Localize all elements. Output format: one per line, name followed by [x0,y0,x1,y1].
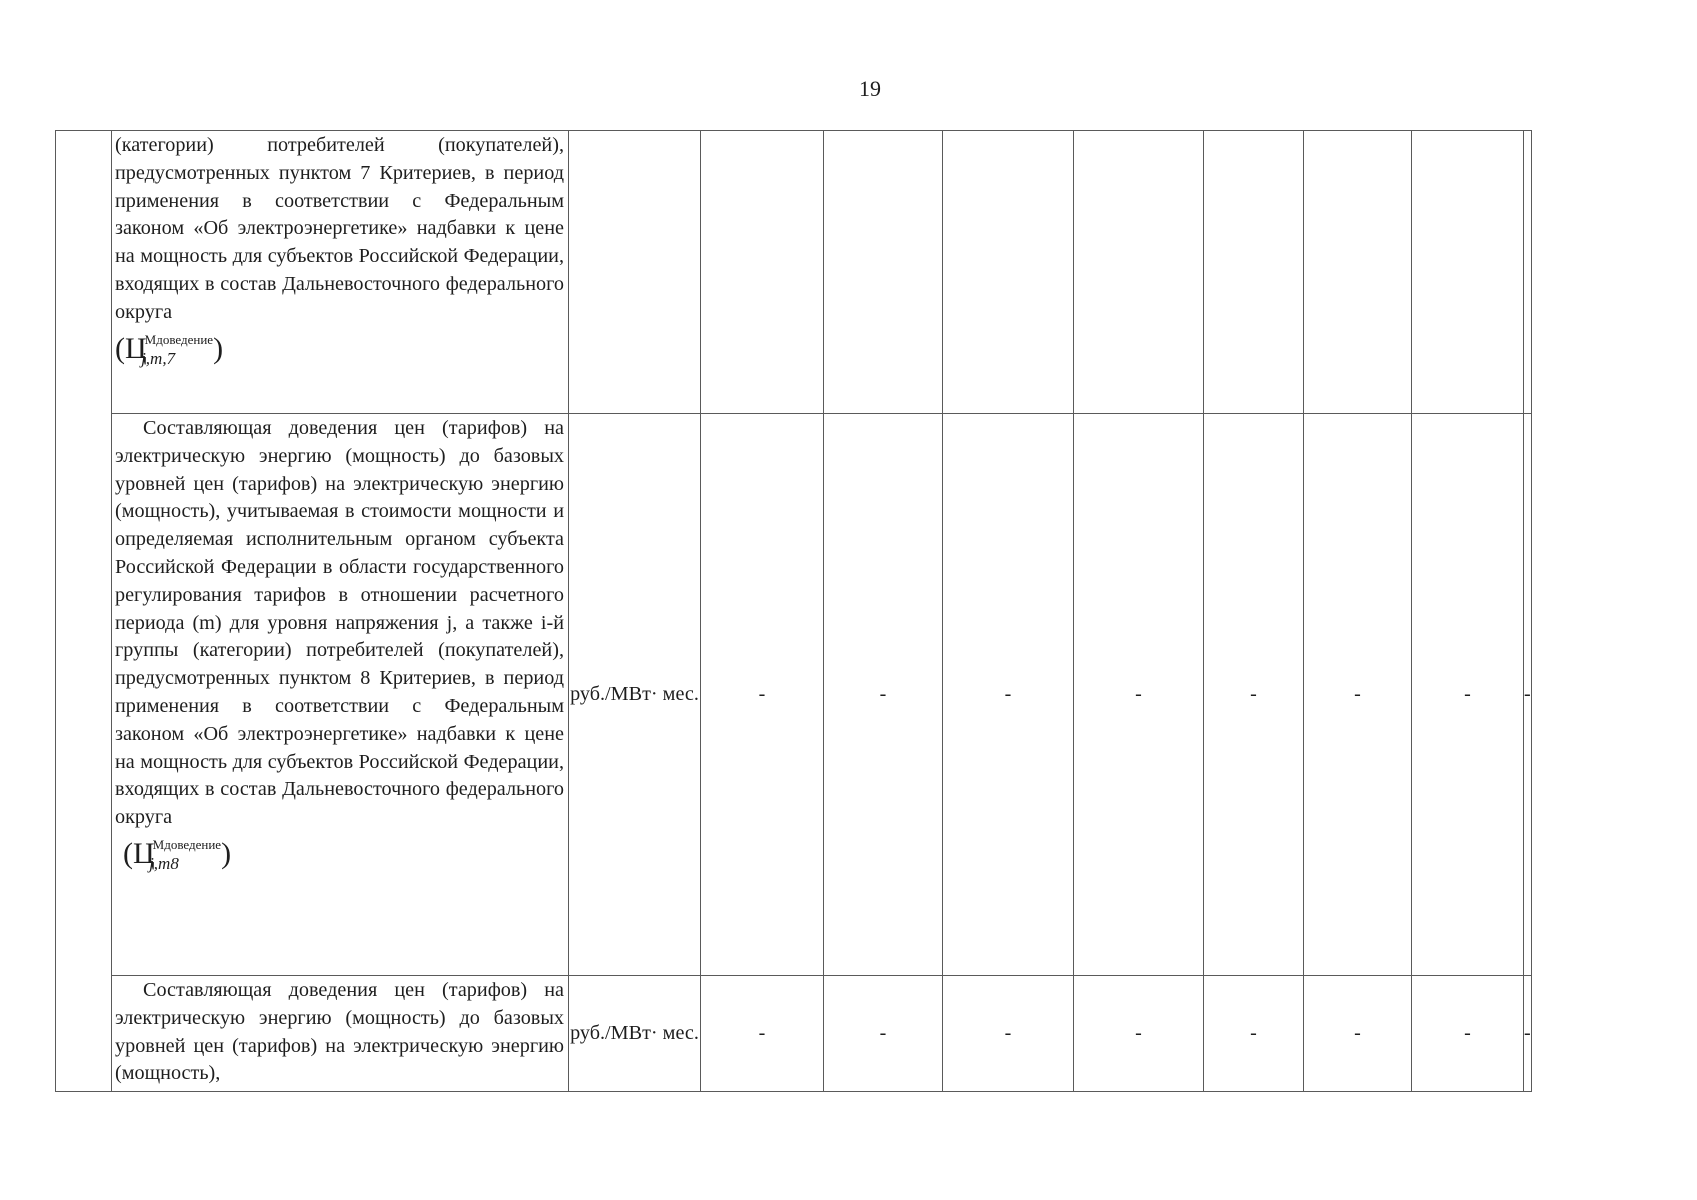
formula-superscript: Мдоведение [144,331,214,347]
formula-notation [115,830,564,879]
value-cell [943,131,1074,414]
value-cell: - [1074,976,1204,1092]
value-cell: - [824,414,943,976]
formula-subscript: j,m8 [149,853,179,873]
formula-subscript: j,m,7 [141,348,176,368]
value-cell: - [943,976,1074,1092]
formula-close: ) [221,836,232,870]
value-cell: - [701,414,824,976]
page-number: 19 [859,76,881,101]
unit-cell: руб./МВт· мес. [569,414,701,976]
value-cell: - [1304,414,1412,976]
value-cell: - [1074,414,1204,976]
description-text: Составляющая доведения цен (тарифов) на электрическую энергию (мощность) до базовых уровней цен (тарифов) на электрическую энергию (мощность), учитываемая в стоимости мощности и определяемая исполнительным органом субъекта Российской Федерации в области государственного регулирования тарифов в отношении расчетного периода (m) для уровня напряжения j, а также i-й группы (категории) потребителей (покупателей), предусмотренных пунктом 8 Критериев, в период применения в соответствии с Федеральным законом «Об электроэнергетике» надбавки к цене на мощность для субъектов Российской Федерации, входящих в состав Дальневосточного федерального округа [115,417,564,829]
table-row [56,414,1532,976]
value-cell [1524,131,1532,414]
description-text: Составляющая доведения цен (тарифов) на электрическую энергию (мощность) до базовых уровней цен (тарифов) на электрическую энергию (мощность), [115,979,564,1085]
value-cell: - [1524,414,1532,976]
value-cell [1304,131,1412,414]
table-row [56,131,1532,414]
value-cell: - [1304,976,1412,1092]
value-cell: - [1204,414,1304,976]
value-cell [824,131,943,414]
value-cell [1204,131,1304,414]
value-cell: - [701,976,824,1092]
value-cell: - [1524,976,1532,1092]
value-cell [1074,131,1204,414]
value-cell: - [1412,976,1524,1092]
value-cell: - [1204,976,1304,1092]
unit-cell: руб./МВт· мес. [569,976,701,1092]
row-number-cell [56,131,112,1092]
value-cell: - [824,976,943,1092]
description-cell [112,976,569,1092]
formula-superscript: Мдоведение [152,836,222,852]
value-cell [701,131,824,414]
description-text: (категории) потребителей (покупателей), предусмотренных пунктом 7 Критериев, в период применения в соответствии с Федеральным законом «Об электроэнергетике» надбавки к цене на мощность для субъектов Российской Федерации, входящих в состав Дальневосточного федерального округа [115,134,564,323]
formula-close: ) [213,331,224,365]
value-cell: - [1412,414,1524,976]
unit-cell [569,131,701,414]
value-cell [1412,131,1524,414]
table-row [56,976,1532,1092]
description-cell [112,131,569,414]
formula-symbol: (Ц [115,331,147,365]
tariff-table [55,130,1532,1092]
formula-notation [115,325,564,374]
formula-symbol: (Ц [123,836,155,870]
description-cell [112,414,569,976]
value-cell: - [943,414,1074,976]
